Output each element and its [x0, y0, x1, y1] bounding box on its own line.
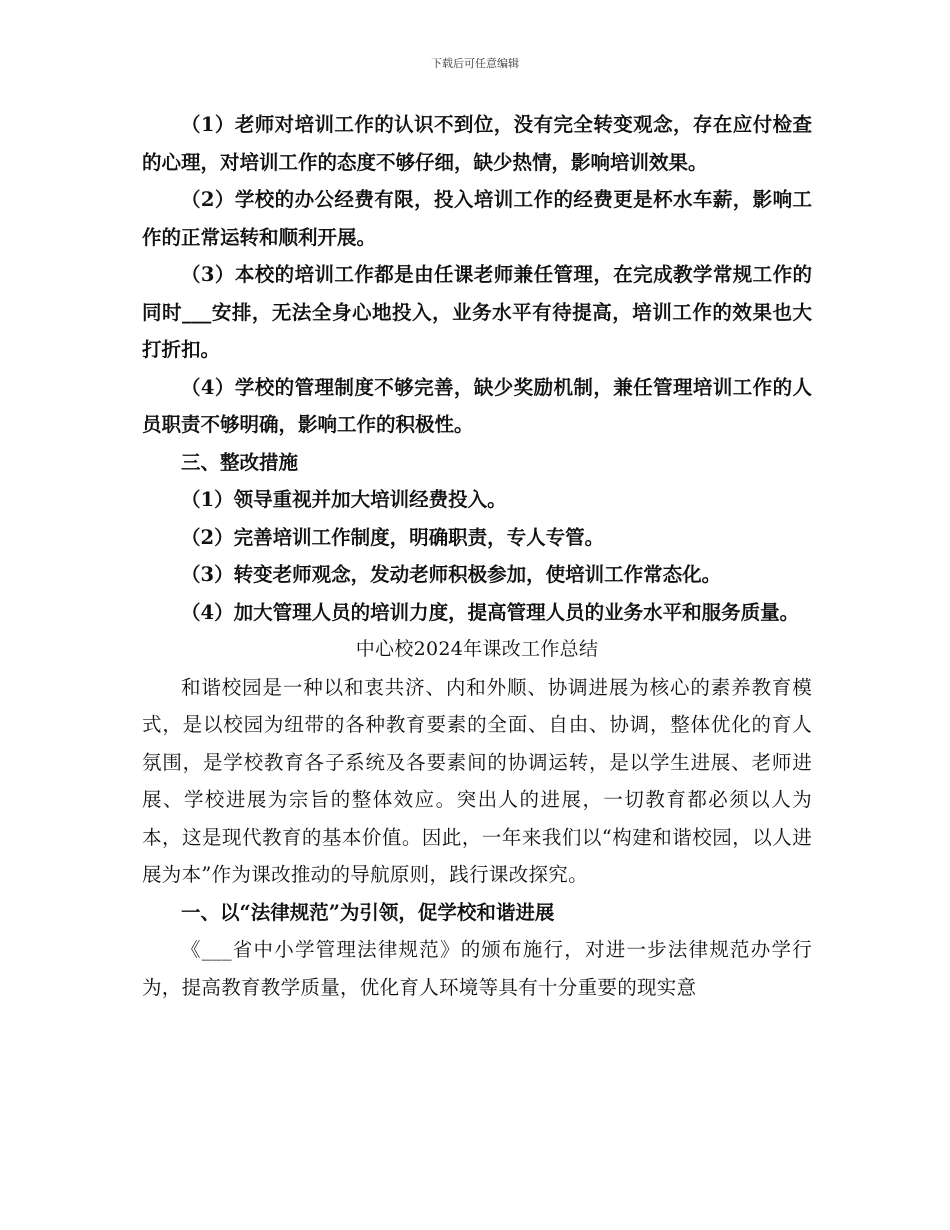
document-body: [142, 106, 812, 1006]
summary-section1-heading: 一、以“法律规范”为引领，促学校和谐进展: [181, 900, 555, 924]
summary-title: 中心校2024年课改工作总结: [355, 638, 599, 660]
measure-item-3: （3）转变老师观念，发动老师积极参加，使培训工作常态化。: [181, 563, 722, 586]
download-note: 下载后可任意编辑: [431, 57, 519, 70]
summary-section1-text: 《___省中小学管理法律规范》的颁布施行，对进一步法律规范办学行为，提高教育教学质量，优化育人环境等具有十分重要的现实意: [142, 938, 812, 999]
measure-item-1: （1）领导重视并加大培训经费投入。: [181, 488, 507, 511]
issue-item-1: （1）老师对培训工作的认识不到位，没有完全转变观念，存在应付检查的心理，对培训工作的态度不够仔细，缺少热情，影响培训效果。: [142, 113, 812, 174]
measure-item-2: （2）完善培训工作制度，明确职责，专人专管。: [181, 525, 605, 549]
issue-item-2: （2）学校的办公经费有限，投入培训工作的经费更是杯水车薪，影响工作的正常运转和顺利开展。: [142, 188, 812, 249]
issue-item-3: （3）本校的培训工作都是由任课老师兼任管理，在完成教学常规工作的同时___安排，无法全身心地投入，业务水平有待提高，培训工作的效果也大打折扣。: [142, 263, 812, 361]
measure-item-4: （4）加大管理人员的培训力度，提高管理人员的业务水平和服务质量。: [181, 600, 800, 624]
summary-intro: 和谐校园是一种以和衷共济、内和外顺、协调进展为核心的素养教育模式，是以校园为纽带的各种教育要素的全面、自由、协调，整体优化的育人氛围，是学校教育各子系统及各要素间的协调运转，是以学生进展、老师进展、学校进展为宗旨的整体效应。突出人的进展，一切教育都必须以人为本，这是现代教育的基本价值。因此，一年来我们以“构建和谐校园，以人进展为本”作为课改推动的导航原则，践行课改探究。: [142, 675, 812, 886]
issue-item-4: （4）学校的管理制度不够完善，缺少奖励机制，兼任管理培训工作的人员职责不够明确，影响工作的积极性。: [142, 375, 812, 436]
measures-heading: 三、整改措施: [181, 450, 299, 474]
